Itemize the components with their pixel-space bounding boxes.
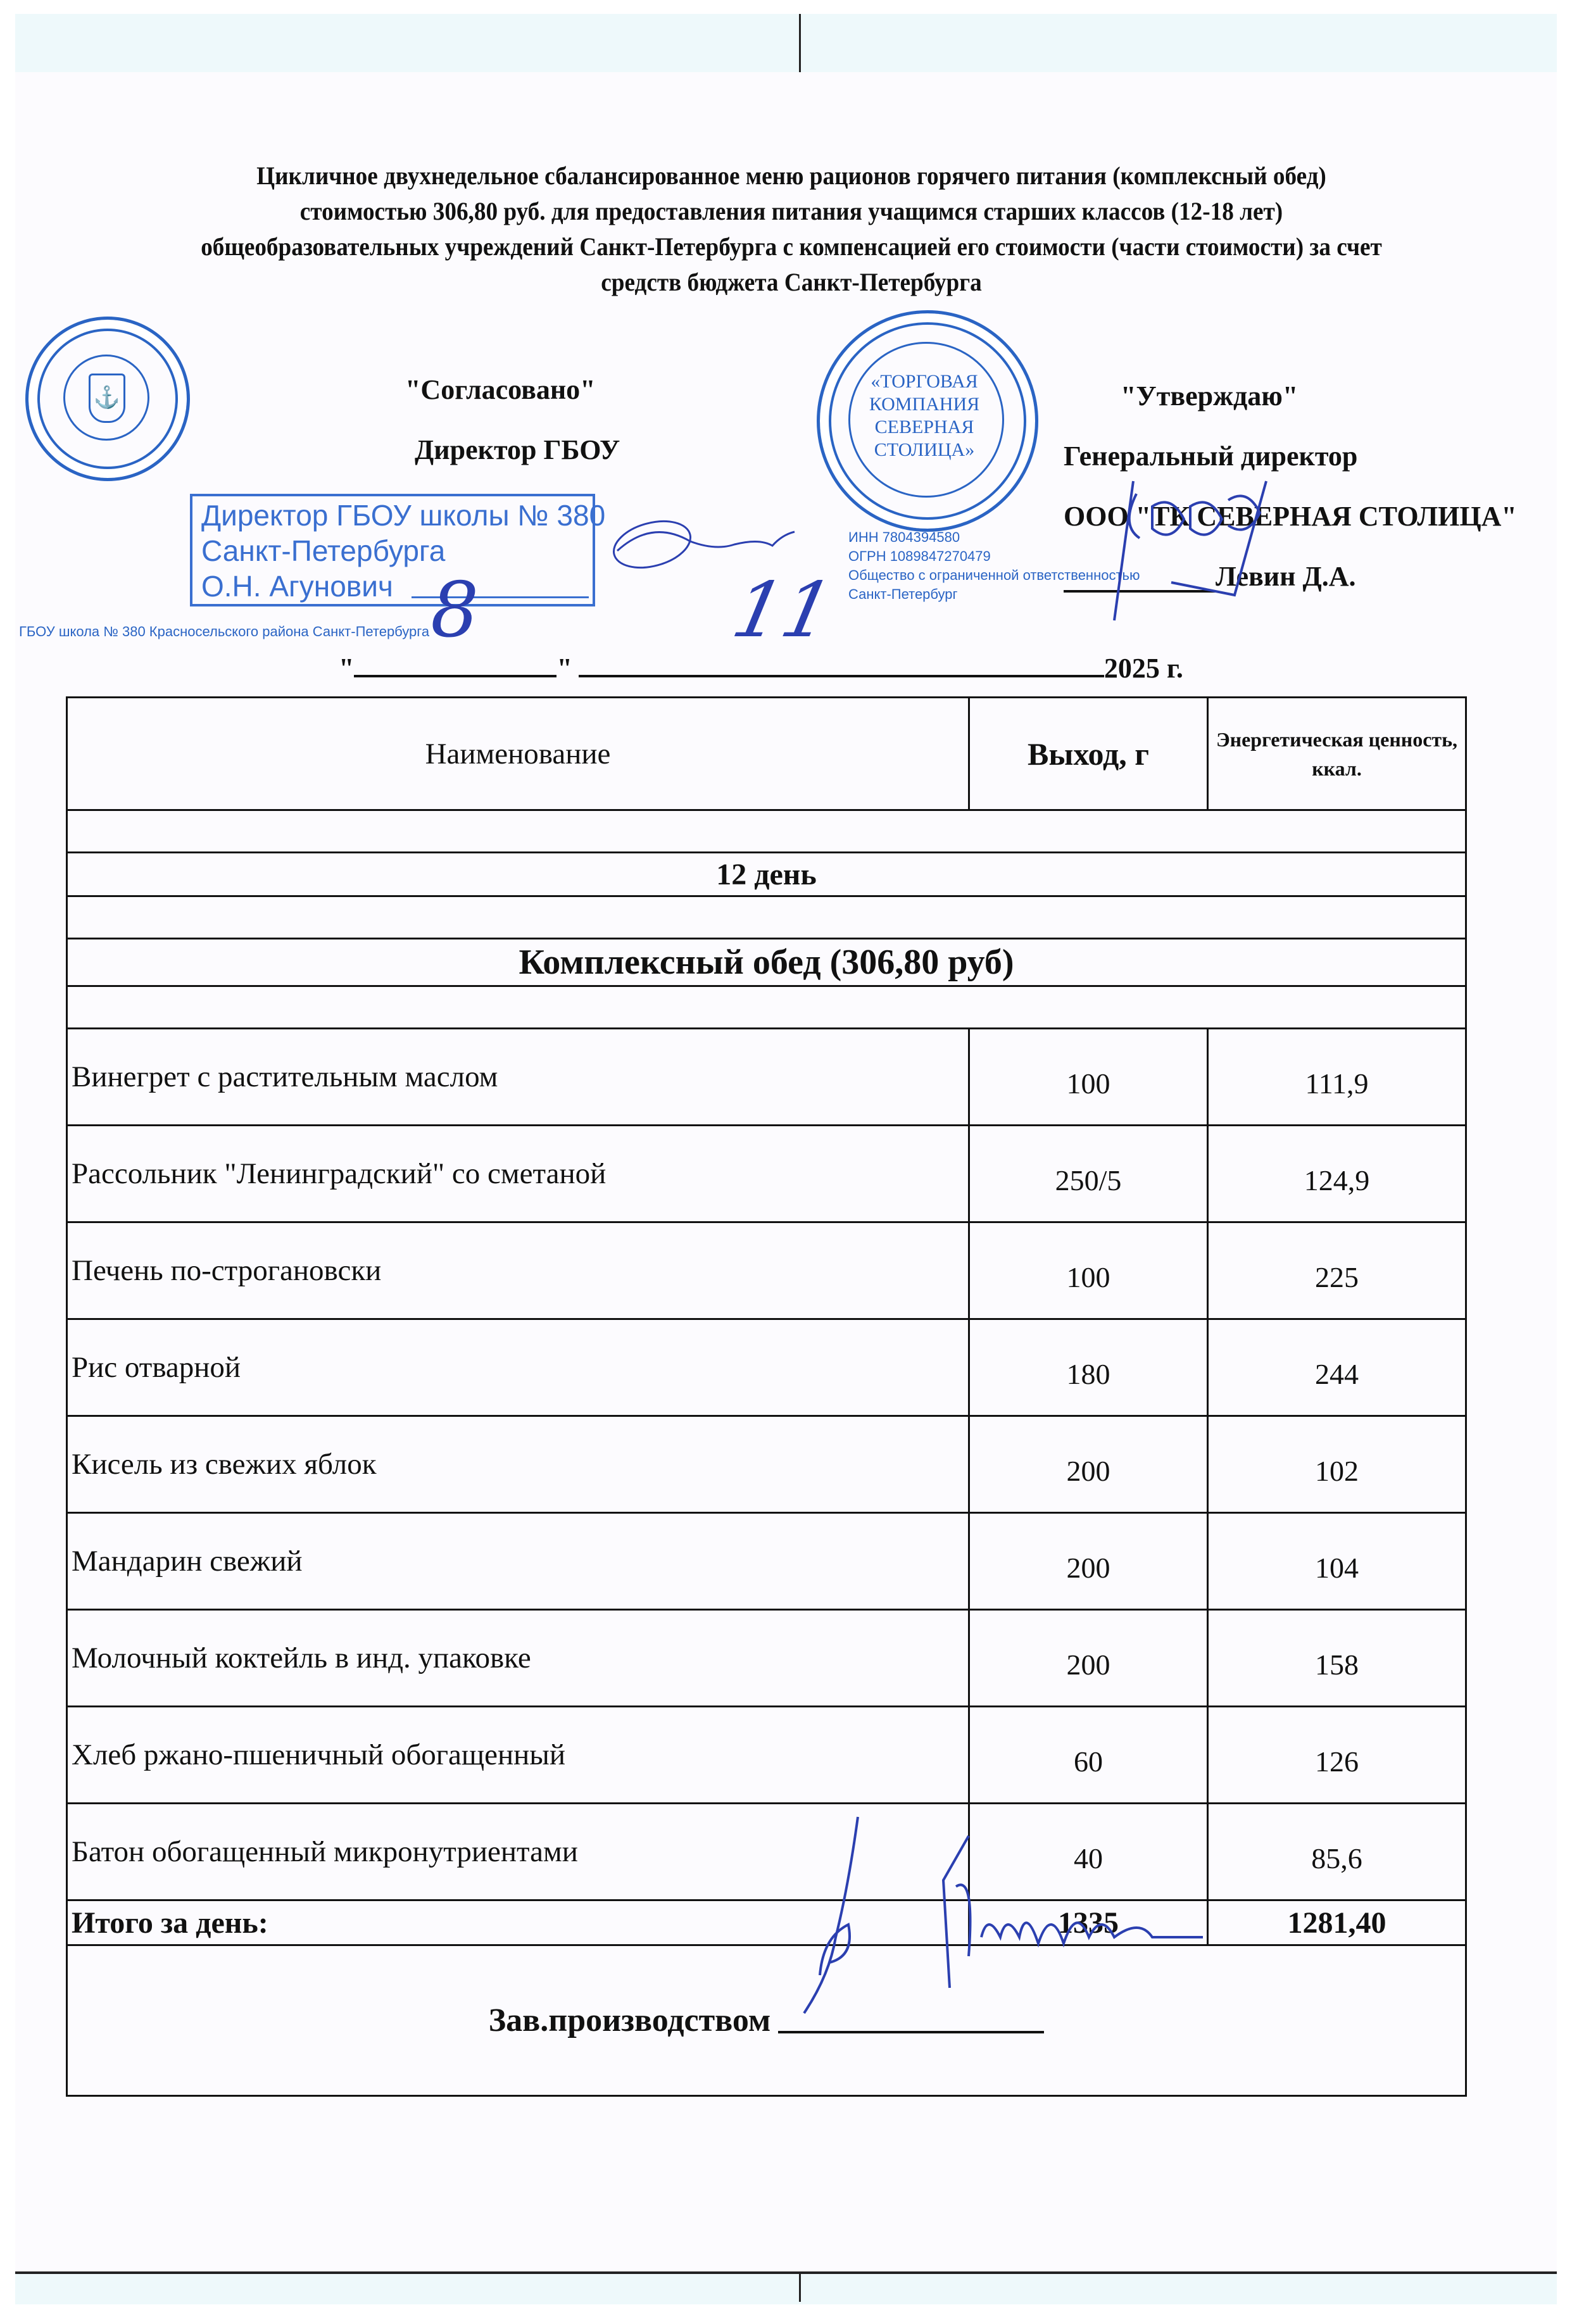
document-title — [132, 158, 1450, 300]
stamp-center-line: СТОЛИЦА» — [874, 439, 975, 460]
dish-name: Печень по-строгановски — [67, 1222, 969, 1319]
scan-edge-bottom — [15, 2271, 1557, 2304]
dish-kcal: 85,6 — [1208, 1804, 1466, 1900]
company-stamp-center — [861, 370, 988, 462]
production-manager-signature-line — [778, 2031, 1044, 2033]
school-round-stamp — [25, 317, 190, 481]
table-row — [67, 1319, 1466, 1416]
dish-kcal: 104 — [1208, 1513, 1466, 1610]
blank-cell — [67, 810, 1466, 853]
production-manager-label: Зав.производством — [488, 2002, 771, 2038]
date-open-quote: " — [339, 653, 355, 684]
dish-output: 40 — [969, 1804, 1208, 1900]
dish-name: Кисель из свежих яблок — [67, 1416, 969, 1513]
stamp-center-line: СЕВЕРНАЯ — [874, 417, 974, 437]
dish-name: Мандарин свежий — [67, 1513, 969, 1610]
stamp-box-line: О.Н. Агунович — [201, 570, 393, 603]
dish-output: 180 — [969, 1319, 1208, 1416]
general-director-signature — [1076, 468, 1292, 627]
dish-kcal: 111,9 — [1208, 1029, 1466, 1126]
title-line: средств бюджета Санкт-Петербурга — [601, 268, 982, 296]
dish-name: Винегрет с растительным маслом — [67, 1029, 969, 1126]
approve-heading: "Утверждаю" — [1121, 380, 1298, 411]
table-row — [67, 1126, 1466, 1222]
blank-row — [67, 986, 1466, 1029]
title-line: Цикличное двухнедельное сбалансированное меню рационов горячего питания (комплексный обед) — [256, 161, 1326, 190]
dish-name: Батон обогащенный микронутриентами — [67, 1804, 969, 1900]
dish-kcal: 225 — [1208, 1222, 1466, 1319]
dish-kcal: 158 — [1208, 1610, 1466, 1707]
title-line: общеобразовательных учреждений Санкт-Петербурга с компенсацией его стоимости (части стоимости) за счет — [201, 232, 1382, 261]
company-stamp-city: Санкт-Петербург — [848, 586, 958, 602]
total-output: 1335 — [969, 1900, 1208, 1945]
day-row — [67, 853, 1466, 896]
date-day-field — [354, 675, 556, 677]
blank-cell — [67, 986, 1466, 1029]
school-stamp-text: ГБОУ школа № 380 Красносельского района Санкт-Петербурга — [19, 624, 430, 639]
scan-edge-top — [15, 14, 1557, 72]
date-month-field — [579, 675, 1104, 677]
table-row — [67, 1513, 1466, 1610]
stamp-box-line: Санкт-Петербурга — [201, 534, 446, 567]
blank-cell — [67, 896, 1466, 939]
director-stamp-box — [190, 494, 606, 606]
dish-name: Рис отварной — [67, 1319, 969, 1416]
total-kcal: 1281,40 — [1208, 1900, 1466, 1945]
date-day-handwritten: 8 — [431, 567, 479, 655]
coat-of-arms-icon: ⚓ — [89, 374, 125, 423]
approve-signatory-name: Левин Д.А. — [1216, 561, 1356, 592]
dish-kcal: 126 — [1208, 1707, 1466, 1804]
header-energy: Энергетическая ценность, ккал. — [1208, 698, 1466, 810]
table-row — [67, 1416, 1466, 1513]
production-manager-signature — [760, 1811, 1330, 2019]
dish-kcal: 124,9 — [1208, 1126, 1466, 1222]
dish-output: 200 — [969, 1610, 1208, 1707]
approve-company: ООО "ТК СЕВЕРНАЯ СТОЛИЦА" — [1064, 501, 1517, 532]
date-month-handwritten: 11 — [725, 567, 841, 655]
approve-position: Генеральный директор — [1064, 441, 1358, 472]
dish-output: 200 — [969, 1416, 1208, 1513]
header-name: Наименование — [67, 698, 969, 810]
approved-by-position: Директор ГБОУ — [415, 434, 620, 465]
company-stamp-ogrn: ОГРН 1089847270479 — [848, 548, 991, 564]
table-row — [67, 1610, 1466, 1707]
dish-name: Рассольник "Ленинградский" со сметаной — [67, 1126, 969, 1222]
total-label: Итого за день: — [67, 1900, 969, 1945]
date-close-quote: " — [556, 653, 572, 684]
stamp-box-line: Директор ГБОУ школы № 380 — [201, 499, 606, 532]
meal-row — [67, 939, 1466, 986]
meal-label: Комплексный обед (306,80 руб) — [67, 939, 1466, 986]
dish-kcal: 244 — [1208, 1319, 1466, 1416]
dish-output: 200 — [969, 1513, 1208, 1610]
title-line: стоимостью 306,80 руб. для предоставления питания учащимся старших классов (12-18 лет) — [299, 197, 1283, 225]
date-line — [339, 652, 1183, 684]
day-label: 12 день — [67, 853, 1466, 896]
table-row — [67, 1707, 1466, 1804]
header-output: Выход, г — [969, 698, 1208, 810]
blank-row — [67, 896, 1466, 939]
table-row — [67, 1029, 1466, 1126]
date-year: 2025 г. — [1104, 653, 1183, 684]
approved-by-heading: "Согласовано" — [405, 374, 596, 405]
dish-name: Молочный коктейль в инд. упаковке — [67, 1610, 969, 1707]
dish-kcal: 102 — [1208, 1416, 1466, 1513]
dish-name: Хлеб ржано-пшеничный обогащенный — [67, 1707, 969, 1804]
company-round-stamp — [817, 310, 1038, 532]
table-header-row — [67, 698, 1466, 810]
stamp-center-line: «ТОРГОВАЯ — [871, 371, 978, 392]
company-stamp-inn: ИНН 7804394580 — [848, 529, 960, 545]
blank-row — [67, 810, 1466, 853]
table-row — [67, 1222, 1466, 1319]
dish-output: 250/5 — [969, 1126, 1208, 1222]
dish-output: 100 — [969, 1222, 1208, 1319]
company-stamp-outer-text: Общество с ограниченной ответственностью — [848, 567, 1140, 583]
dish-output: 60 — [969, 1707, 1208, 1804]
fold-line-top — [799, 14, 801, 72]
fold-line-bottom — [799, 2273, 801, 2302]
stamp-center-line: КОМПАНИЯ — [869, 394, 980, 415]
dish-output: 100 — [969, 1029, 1208, 1126]
